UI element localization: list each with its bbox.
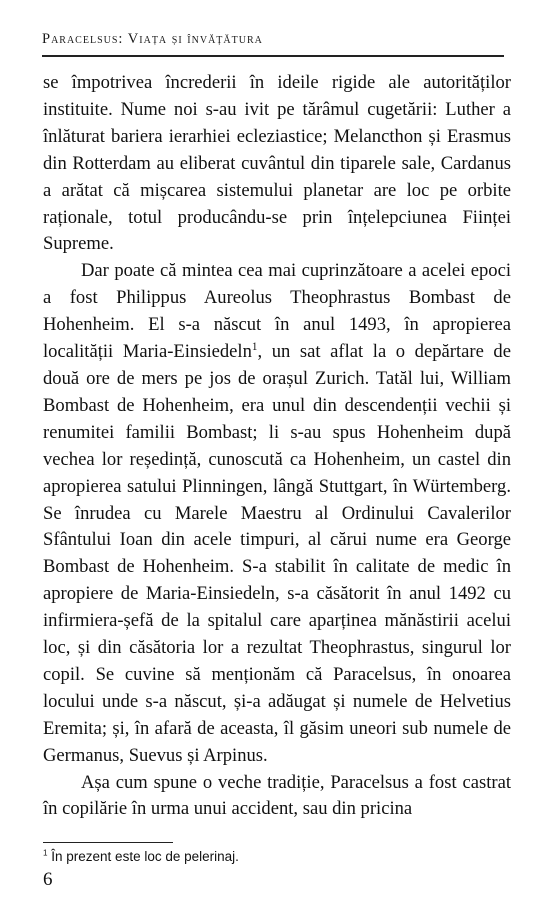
footnote-text: În prezent este loc de pelerinaj. [47,849,239,864]
paragraph-tradition: Așa cum spune o veche tradiție, Paracelsus a fost castrat în copilărie în urma unui accident, sau din pricina [43,771,511,820]
paragraph-text-after-note: , un sat aflat la o depărtare de două ore de mers pe jos de orașul Zurich. Tatăl lui, William Bombast de Hohenheim, era unul din descendenții vechii și renumitei familii Bombast; li s-au spus Hohenheim după vechea lor reședință, cunoscută ca Hohenheim, un castel din apropierea satului Plinningen, lângă Stuttgart, în Würtemberg. Se înrudea cu Marele Maestru al Ordinului Cavalerilor Sfântului Ioan din acele timpuri, al cărui nume era George Bombast de Hohenheim. S-a stabilit în calitate de medic în apropiere de Maria-Einsiedeln, s-a căsătorit în anul 1492 cu infirmiera-șefă de la spitalul care aparținea mănăstirii acelui loc, și din căsătoria lor a rezultat Theophrastus, singurul lor copil. Se cuvine să menționăm că Paracelsus, în onoarea locului unde s-a născut, și-a adăugat și numele de Helvetius Eremita; și, în afară de aceasta, îl găsim uneori sub numele de Germanus, Suevus și Arpinus. [43,341,511,766]
paragraph-text-before-note: Dar poate că mintea cea mai cuprinzătoare a acelei epoci a fost Philippus Aureolus Theophrastus Bombast de Hohenheim. El s-a născut în anul 1493, în apropierea localității Maria-Einsiedeln [43,260,511,363]
page-number: 6 [43,869,53,890]
header-rule [42,55,504,57]
body-text [43,70,511,823]
running-head: Paracelsus: Viața și învățătura [42,31,263,47]
footnote-rule [43,842,173,843]
footnote-reference: 1 [251,340,258,353]
footnote-mark: 1 [43,848,48,858]
footnote [43,848,503,866]
paragraph-continued: se împotrivea încrederii în ideile rigide ale autorităților instituite. Nume noi s-au ivit pe tărâmul cugetării: Luther a înlăturat bariera ierarhiei ecleziastice; Melancthon și Erasmus din Rotterdam au eliberat cuvântul din tiparele sale, Cardanus a arătat că mișcarea sistemului planetar are loc pe orbite raționale, totul producându-se prin înțelepciunea Ființei Supreme. [43,72,511,255]
paragraph-paracelsus-birth [43,258,511,769]
